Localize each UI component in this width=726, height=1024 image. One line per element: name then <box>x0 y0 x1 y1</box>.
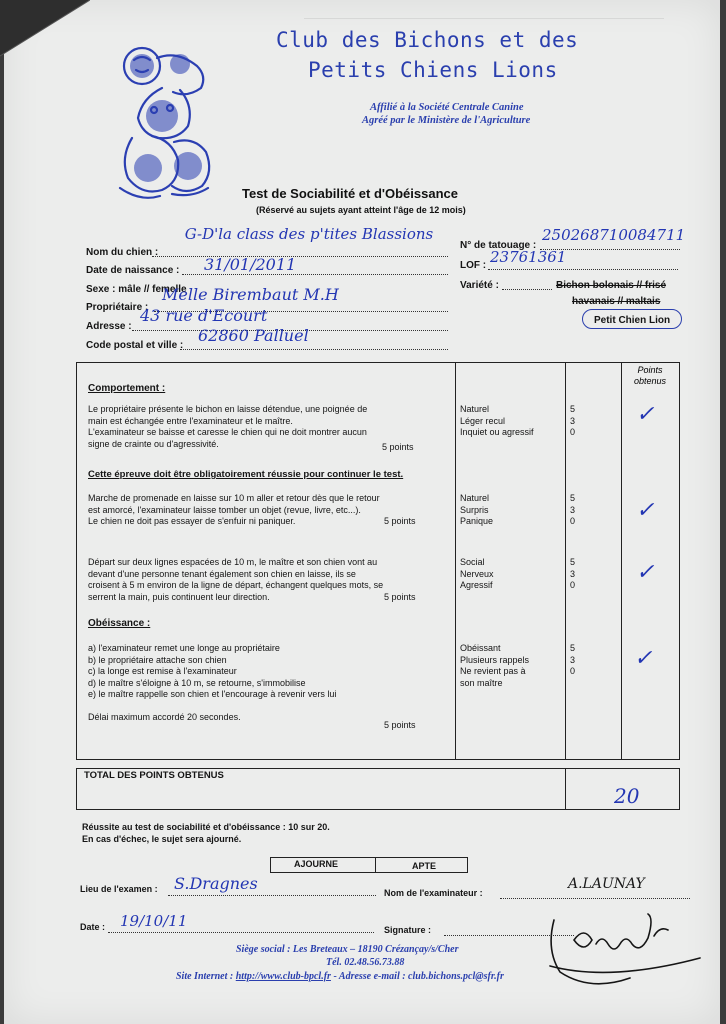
section-walk-mark[interactable]: ✓ <box>636 498 655 523</box>
page-title: Test de Sociabilité et d'Obéissance <box>242 186 458 201</box>
birth-label: Date de naissance : <box>86 265 180 276</box>
verdict-apte[interactable]: APTE <box>412 861 437 871</box>
section-walk-points: 5 points <box>384 516 416 526</box>
section-obedience-heading: Obéissance : <box>88 618 151 629</box>
section-crossing-scores: 5 3 0 <box>570 557 576 590</box>
section-obedience-text: a) l'examinateur remet une longe au propriétaire b) le propriétaire attache son chien c) la longe est remise à l'examinateur d) le maître s'éloigne à 10 m, se retourne, s'immobilise e) le maître rappelle son chien et l'encourage à revenir vers lui Délai maximum accordé 20 secondes. <box>88 643 337 722</box>
section-behavior-scores: 5 3 0 <box>570 404 576 437</box>
verdict-ajourne[interactable]: AJOURNE <box>294 859 339 869</box>
footer-site-link[interactable]: http://www.club-bpcl.fr <box>235 971 331 982</box>
page-subtitle: (Réservé au sujets ayant atteint l'âge de 12 mois) <box>256 205 466 215</box>
document-page <box>4 0 720 1024</box>
exam-place-line <box>168 895 376 896</box>
address-label: Adresse : <box>86 321 132 332</box>
footer-seat: Siège social : Les Breteaux – 18190 Crézançay/s/Cher <box>236 944 459 955</box>
exam-place-label: Lieu de l'examen : <box>80 884 158 894</box>
address-value[interactable]: 43 rue d'Ecourt <box>140 306 268 325</box>
points-header: Points obtenus <box>633 365 667 386</box>
birth-value[interactable]: 31/01/2011 <box>204 255 297 274</box>
date-line <box>108 932 374 933</box>
col-divider-3 <box>621 363 622 759</box>
section-obedience-options: Obéissant Plusieurs rappels Ne revient pas à son maître <box>460 643 530 688</box>
club-title-line1: Club des Bichons et des <box>276 28 579 52</box>
dog-name-value[interactable]: G-D'la class des p'tites Blassions <box>184 225 434 243</box>
lof-line <box>488 269 678 270</box>
section-behavior-heading: Comportement : <box>88 383 166 394</box>
exam-place-value[interactable]: S.Dragnes <box>174 874 258 893</box>
variety-option-2: havanais // maltais <box>572 296 661 307</box>
examiner-value[interactable]: A.LAUNAY <box>568 876 645 892</box>
section-behavior-options: Naturel Léger recul Inquiet ou agressif <box>460 404 534 437</box>
lof-label: LOF : <box>460 260 487 271</box>
date-label: Date : <box>80 922 106 932</box>
club-title-line2: Petits Chiens Lions <box>308 58 558 82</box>
section-walk-scores: 5 3 0 <box>570 493 576 526</box>
variety-line <box>502 289 552 290</box>
sex-label: Sexe : mâle // femelle <box>86 284 187 295</box>
section-behavior-mark[interactable]: ✓ <box>636 402 655 427</box>
section-behavior-points: 5 points <box>382 442 414 452</box>
owner-label: Propriétaire : <box>86 302 149 313</box>
examiner-line <box>500 898 690 899</box>
signature-label: Signature : <box>384 925 432 935</box>
postal-value[interactable]: 62860 Palluel <box>198 326 309 345</box>
result-rule-line2: En cas d'échec, le sujet sera ajourné. <box>82 834 242 844</box>
affiliation-line1: Affilié à la Société Centrale Canine <box>370 102 524 113</box>
lof-value[interactable]: 23761361 <box>490 248 567 266</box>
section-obedience-points: 5 points <box>384 720 416 730</box>
section-crossing-mark[interactable]: ✓ <box>636 560 655 585</box>
total-label: TOTAL DES POINTS OBTENUS <box>84 770 224 781</box>
variety-selected-circle <box>582 309 682 329</box>
variety-option-3: Petit Chien Lion <box>594 315 671 326</box>
birth-line <box>182 274 448 275</box>
tattoo-label: N° de tatouage : <box>460 240 537 251</box>
section-mandatory-heading: Cette épreuve doit être obligatoirement réussie pour continuer le test. <box>88 469 404 480</box>
section-walk-options: Naturel Surpris Panique <box>460 493 494 526</box>
section-obedience-mark[interactable]: ✓ <box>634 646 653 671</box>
section-obedience-scores: 5 3 0 <box>570 643 576 676</box>
variety-label: Variété : <box>460 280 499 291</box>
folded-corner <box>0 0 90 60</box>
section-crossing-points: 5 points <box>384 592 416 602</box>
tattoo-value[interactable]: 250268710084711 <box>542 226 686 244</box>
dog-name-line <box>152 256 448 257</box>
total-value[interactable]: 20 <box>614 784 640 808</box>
variety-option-1: Bichon bolonais // frisé <box>556 280 667 291</box>
section-behavior-text: Le propriétaire présente le bichon en laisse détendue, une poignée de main est échangée entre l'examinateur et le maître. L'examinateur se baisse et caresse le chien qui ne doit montrer aucun signe de crainte ou d'agressivité. <box>88 404 368 449</box>
examiner-label: Nom de l'examinateur : <box>384 888 483 898</box>
col-divider-2 <box>565 363 566 759</box>
handwritten-signature-icon <box>544 900 714 990</box>
section-crossing-options: Social Nerveux Agressif <box>460 557 494 590</box>
result-rule-line1: Réussite au test de sociabilité et d'obéissance : 10 sur 20. <box>82 822 330 832</box>
footer-phone: Tél. 02.48.56.73.88 <box>326 957 405 968</box>
affiliation-line2: Agréé par le Ministère de l'Agriculture <box>362 115 531 126</box>
postal-label: Code postal et ville : <box>86 340 184 351</box>
date-value[interactable]: 19/10/11 <box>120 912 188 930</box>
section-walk-text: Marche de promenade en laisse sur 10 m aller et retour dès que le retour est amorcé, l'examinateur laisse tomber un objet (revue, livre, etc...). Le chien ne doit pas essayer de s'enfuir ni paniquer. <box>88 493 380 526</box>
postal-line <box>180 349 448 350</box>
section-crossing-text: Départ sur deux lignes espacées de 10 m, le maître et son chien vont au devant d'une personne tenant également son chien en laisse, ils se croisent à 5 m environ de la ligne de départ, échangent quelques mots, se serrent la main, puis continuent leur direction. <box>88 557 384 602</box>
dog-name-label: Nom du chien : <box>86 247 159 258</box>
footer-web: Site Internet : http://www.club-bpcl.fr - Adresse e-mail : club.bichons.pcl@sfr.fr <box>176 971 504 982</box>
bichon-dogs-logo-icon <box>112 38 222 208</box>
owner-value[interactable]: Melle Birembaut M.H <box>162 285 339 304</box>
